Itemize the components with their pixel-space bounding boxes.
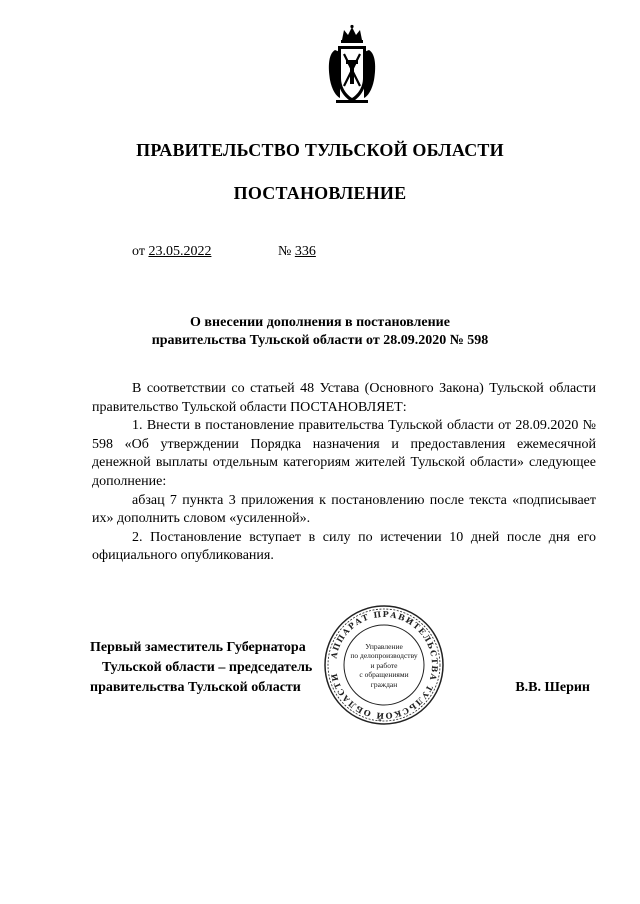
date-prefix: от [132, 244, 145, 259]
number-value: 336 [294, 244, 316, 259]
stamp-line-2: по делопроизводству [350, 651, 418, 661]
body-paragraph-1: В соответствии со статьей 48 Устава (Основного Закона) Тульской области правительство Тульской области ПОСТАНОВЛЯЕТ: [92, 381, 596, 415]
signatory-name: В.В. Шерин [515, 680, 590, 695]
position-line-1: Первый заместитель Губернатора [90, 640, 306, 655]
document-date [132, 244, 211, 260]
document-type-title: ПОСТАНОВЛЕНИЕ [233, 183, 407, 203]
number-prefix: № [278, 244, 292, 259]
stamp-ring-text: АППАРАТ ПРАВИТЕЛЬСТВА ТУЛЬСКОЙ ОБЛАСТИ [328, 608, 441, 722]
subject-line-1: О внесении дополнения в постановление [190, 315, 450, 330]
position-line-2: Тульской области – председатель [102, 660, 313, 675]
document-body [92, 380, 596, 566]
tula-coat-of-arms-icon [326, 24, 378, 106]
stamp-line-1: Управление [365, 642, 403, 651]
body-paragraph-4: 2. Постановление вступает в силу по истечении 10 дней после дня его официального опубликования. [92, 529, 596, 564]
document-subject [0, 314, 640, 350]
stamp-center-text [344, 642, 424, 689]
stamp-line-3: и работе [370, 660, 398, 670]
document-number [278, 244, 316, 260]
signatory-position [90, 638, 350, 698]
stamp-line-4: с обращениями [359, 670, 409, 680]
subject-line-2: правительства Тульской области от 28.09.2020 № 598 [151, 333, 489, 348]
stamp-line-5: граждан [370, 679, 398, 689]
body-paragraph-2: 1. Внести в постановление правительства Тульской области от 28.09.2020 № 598 «Об утверждении Порядка назначения и предоставления ежемесячной денежной выплаты отдельным категориям жителей Тульской области» следующее дополнение: [92, 418, 596, 489]
position-line-3: правительства Тульской области [90, 680, 301, 695]
organization-title: ПРАВИТЕЛЬСТВО ТУЛЬСКОЙ ОБЛАСТИ [136, 140, 504, 160]
body-paragraph-3: абзац 7 пункта 3 приложения к постановлению после текста «подписывает их» дополнить словом «усиленной». [92, 492, 596, 527]
date-value: 23.05.2022 [148, 244, 212, 259]
